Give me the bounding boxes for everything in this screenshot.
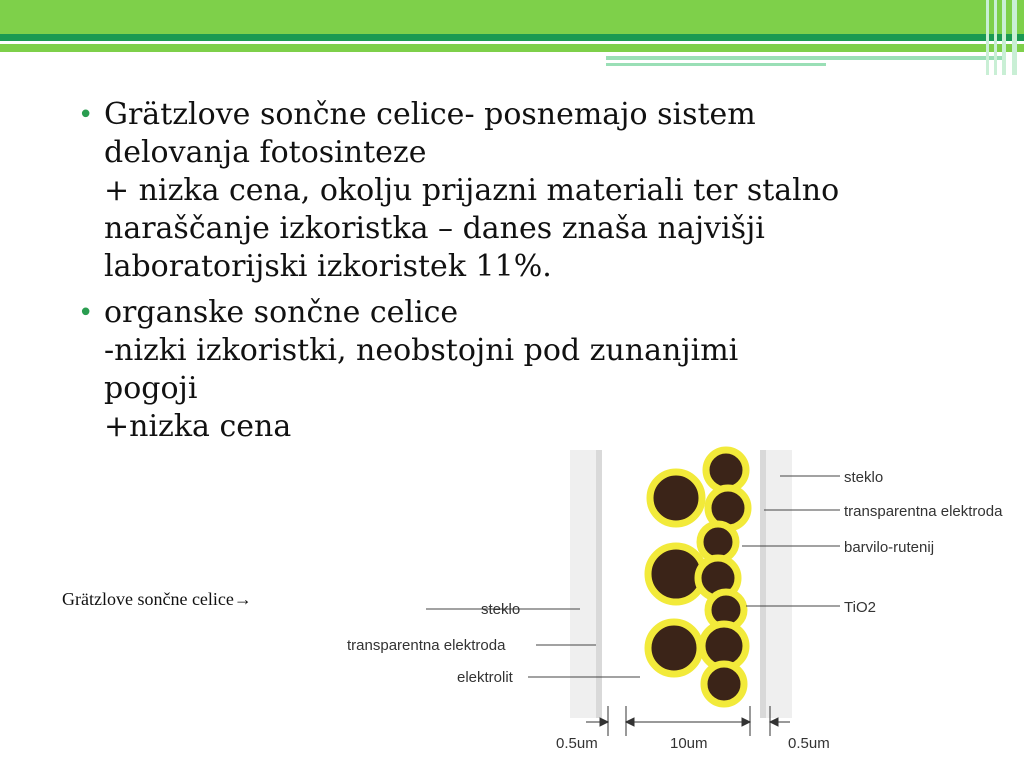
bullet-line: pogoji — [104, 371, 198, 406]
header-band — [0, 0, 1024, 75]
left-electrode-layer — [596, 450, 602, 718]
figure-caption — [62, 586, 252, 612]
bullet-organic — [78, 294, 958, 446]
bullet-line: delovanja fotosinteze — [104, 135, 427, 170]
right-electrode-layer — [760, 450, 766, 718]
label-left-electrolyte: elektrolit — [457, 669, 513, 686]
label-left-steklo: steklo — [481, 601, 521, 618]
bullet-line: +nizka cena — [104, 409, 292, 444]
caption-text: Grätzlove sončne celice — [62, 589, 234, 609]
bullet-list — [78, 96, 958, 454]
arrow-right-icon: → — [233, 589, 252, 609]
bullet-line: + nizka cena, okolju prijazni materiali ter stalno — [104, 173, 840, 208]
bullet-line: organske sončne celice — [104, 295, 459, 330]
bullet-line: -nizki izkoristki, neobstojni pod zunanjimi — [104, 333, 739, 368]
graetzel-cell-diagram — [340, 446, 1024, 768]
label-right-steklo: steklo — [844, 469, 884, 486]
dim-middle: 10um — [670, 735, 708, 752]
label-right-electrode: transparentna elektroda — [844, 503, 1003, 520]
dim-right: 0.5um — [788, 735, 830, 752]
label-right-tio2: TiO2 — [844, 599, 876, 616]
bullet-line: laboratorijski izkoristek 11%. — [104, 249, 552, 284]
label-right-dye: barvilo-rutenij — [844, 539, 935, 556]
bullet-line: naraščanje izkoristka – danes znaša najvišji — [104, 211, 765, 246]
bullet-line: Grätzlove sončne celice- posnemajo sistem — [104, 97, 756, 132]
right-glass-layer — [766, 450, 792, 718]
particle-stack — [648, 450, 748, 704]
left-glass-layer — [570, 450, 596, 718]
bullet-dot: • — [78, 100, 94, 130]
dim-left: 0.5um — [556, 735, 598, 752]
bullet-graetzel — [78, 96, 958, 286]
label-left-electrode: transparentna elektroda — [347, 637, 506, 654]
bullet-dot: • — [78, 298, 94, 328]
